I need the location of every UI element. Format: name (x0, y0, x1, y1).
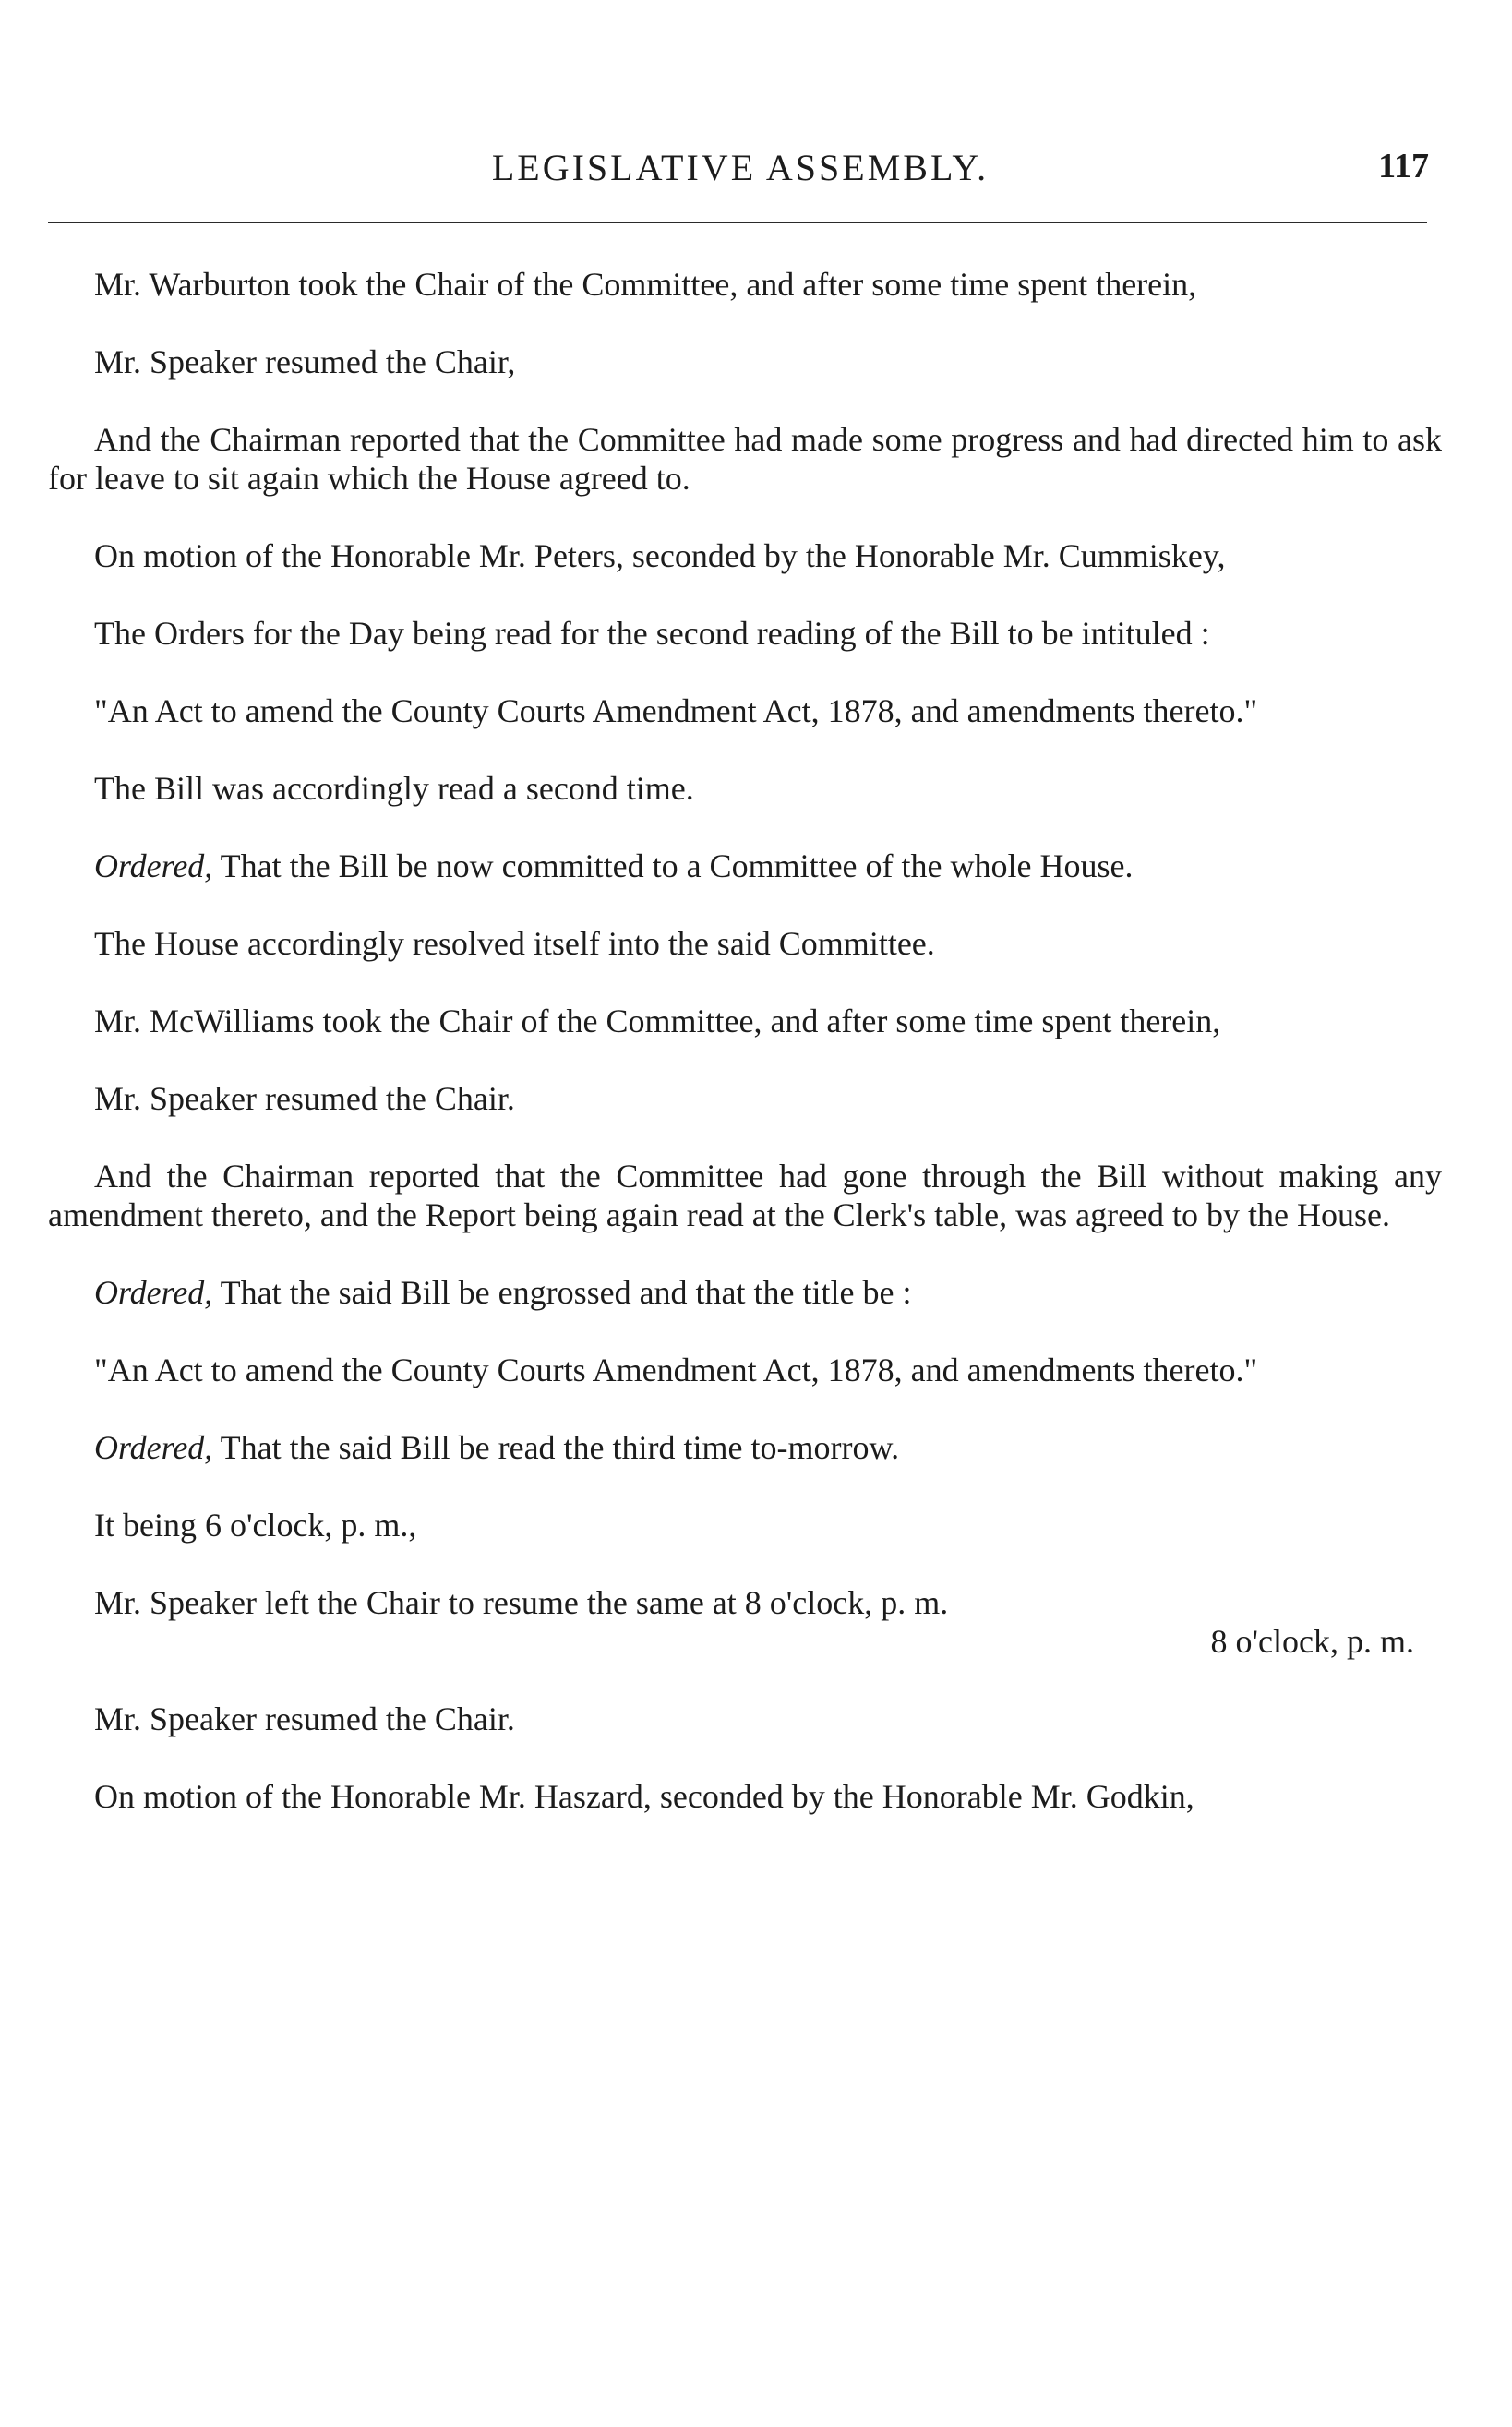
ordered-paragraph (48, 1428, 1442, 1467)
header-rule (48, 222, 1427, 223)
ordered-text: That the said Bill be engrossed and that the title be : (212, 1274, 912, 1311)
running-header (48, 146, 1433, 192)
ordered-text: That the Bill be now committed to a Committee of the whole House. (212, 847, 1134, 884)
paragraph: Mr. Speaker resumed the Chair, (94, 343, 516, 380)
paragraph: On motion of the Honorable Mr. Peters, seconded by the Honorable Mr. Cummiskey, (94, 537, 1226, 574)
ordered-lead: Ordered, (94, 847, 213, 884)
header-title: LEGISLATIVE ASSEMBLY. (491, 147, 990, 188)
page-body (48, 265, 1442, 1816)
paragraph: The House accordingly resolved itself into the said Committee. (94, 925, 935, 962)
paragraph: And the Chairman reported that the Committee had made some progress and had directed him to ask for leave to sit again which the House agreed to. (48, 421, 1442, 497)
paragraph: The Bill was accordingly read a second time. (94, 770, 694, 807)
time-heading: 8 o'clock, p. m. (1210, 1623, 1414, 1660)
bill-title-quote: "An Act to amend the County Courts Amendment Act, 1878, and amendments thereto." (94, 1352, 1258, 1388)
bill-title-quote: "An Act to amend the County Courts Amendment Act, 1878, and amendments thereto." (94, 692, 1258, 729)
ordered-text: That the said Bill be read the third time to-morrow. (212, 1429, 900, 1466)
paragraph: Mr. Speaker left the Chair to resume the same at 8 o'clock, p. m. (94, 1584, 949, 1621)
paragraph: It being 6 o'clock, p. m., (94, 1507, 417, 1544)
paragraph: Mr. McWilliams took the Chair of the Committee, and after some time spent therein, (94, 1003, 1221, 1039)
paragraph: Mr. Speaker resumed the Chair. (94, 1080, 515, 1117)
ordered-paragraph (48, 1273, 1442, 1312)
paragraph: On motion of the Honorable Mr. Haszard, seconded by the Honorable Mr. Godkin, (94, 1778, 1194, 1815)
ordered-lead: Ordered, (94, 1274, 213, 1311)
paragraph: Mr. Warburton took the Chair of the Committee, and after some time spent therein, (94, 266, 1197, 303)
ordered-lead: Ordered, (94, 1429, 213, 1466)
paragraph: Mr. Speaker resumed the Chair. (94, 1700, 515, 1737)
paragraph: And the Chairman reported that the Committee had gone through the Bill without making any amendment thereto, and the Report being again read at the Clerk's table, was agreed to by the House. (48, 1158, 1442, 1233)
ordered-paragraph (48, 847, 1442, 885)
page-number: 117 (1378, 147, 1429, 186)
paragraph: The Orders for the Day being read for the second reading of the Bill to be intituled : (94, 615, 1210, 652)
